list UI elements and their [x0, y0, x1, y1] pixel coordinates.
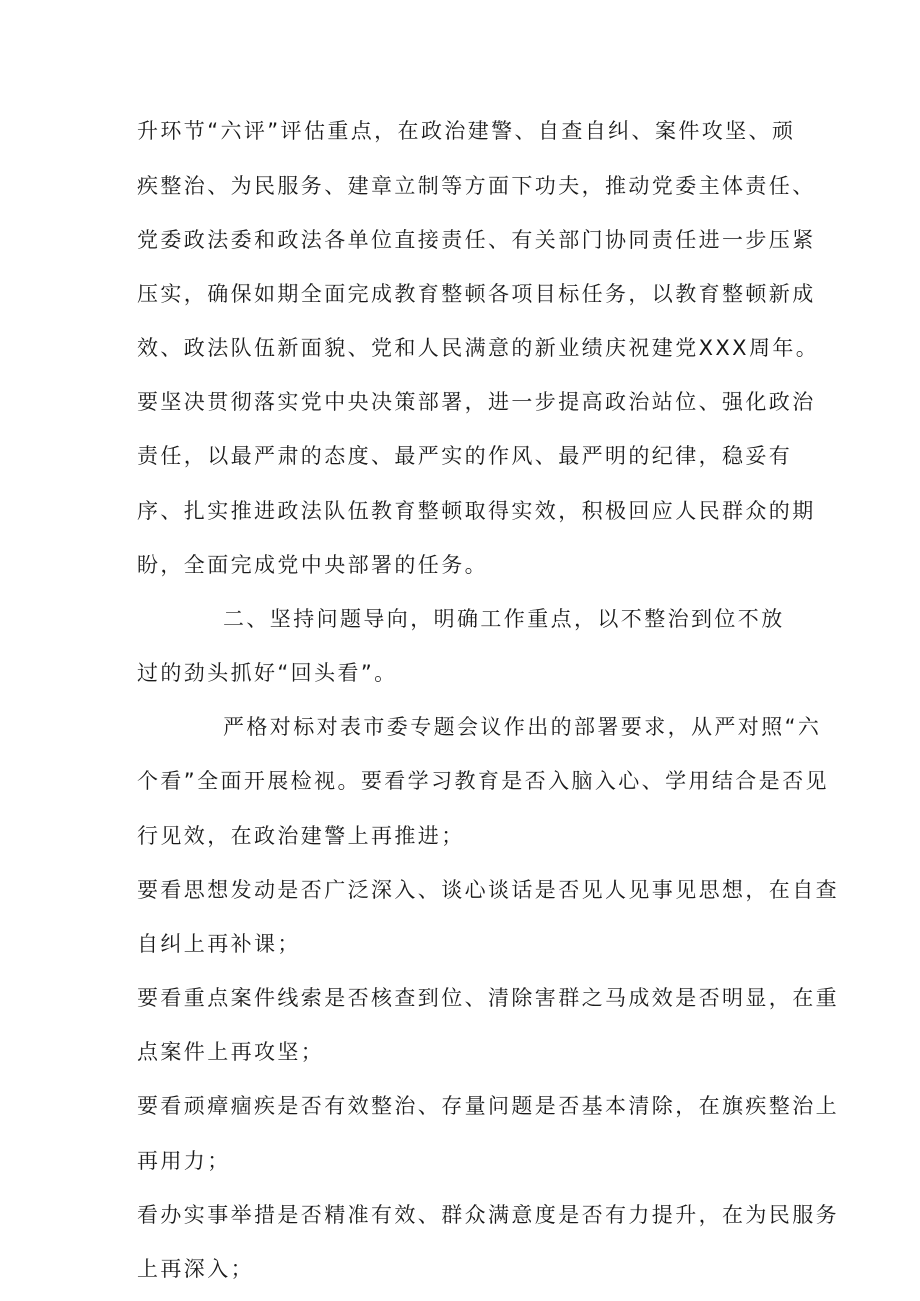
paragraph-line: 再用力；	[137, 1149, 231, 1173]
paragraph-line: 点案件上再攻坚；	[137, 1040, 325, 1064]
paragraph-line: 要看思想发动是否广泛深入、谈心谈话是否见人见事见思想，在自查	[137, 878, 839, 902]
paragraph-line: 上再深入；	[137, 1257, 254, 1281]
paragraph-line: 自纠上再补课；	[137, 932, 301, 956]
paragraph-line: 序、扎实推进政法队伍教育整顿取得实效，积极回应人民群众的期	[137, 499, 816, 523]
paragraph-line: 行见效，在政治建警上再推进；	[137, 824, 465, 848]
paragraph-line: 盼，全面完成党中央部署的任务。	[137, 553, 488, 577]
paragraph-line: 看办实事举措是否精准有效、群众满意度是否有力提升，在为民服务	[137, 1203, 839, 1227]
paragraph-line: 严格对标对表市委专题会议作出的部署要求，从严对照“六	[223, 715, 822, 739]
paragraph-line: 要看顽瘴痼疾是否有效整治、存量问题是否基本清除，在旗疾整治上	[137, 1094, 839, 1118]
section-heading-line: 二、坚持问题导向，明确工作重点，以不整治到位不放	[223, 607, 785, 631]
paragraph-line: 压实，确保如期全面完成教育整顿各项目标任务，以教育整顿新成	[137, 282, 816, 306]
paragraph-line: 升环节“六评”评估重点，在政治建警、自查自纠、案件攻坚、顽	[137, 119, 796, 143]
paragraph-line: 个看”全面开展检视。要看学习教育是否入脑入心、学用结合是否见	[137, 769, 829, 793]
paragraph-line: 党委政法委和政法各单位直接责任、有关部门协同责任进一步压紧	[137, 228, 816, 252]
paragraph-line: 要坚决贯彻落实党中央决策部署，进一步提高政治站位、强化政治	[137, 390, 816, 414]
section-heading-line: 过的劲头抓好“回头看”。	[137, 661, 398, 685]
paragraph-line: 要看重点案件线索是否核查到位、清除害群之马成效是否明显，在重	[137, 986, 839, 1010]
paragraph-line: 责任，以最严肃的态度、最严实的作风、最严明的纪律，稳妥有	[137, 444, 793, 468]
paragraph-line: 效、政法队伍新面貌、党和人民满意的新业绩庆祝建党XXX周年。	[137, 336, 820, 360]
paragraph-line: 疾整治、为民服务、建章立制等方面下功夫，推动党委主体责任、	[137, 174, 816, 198]
